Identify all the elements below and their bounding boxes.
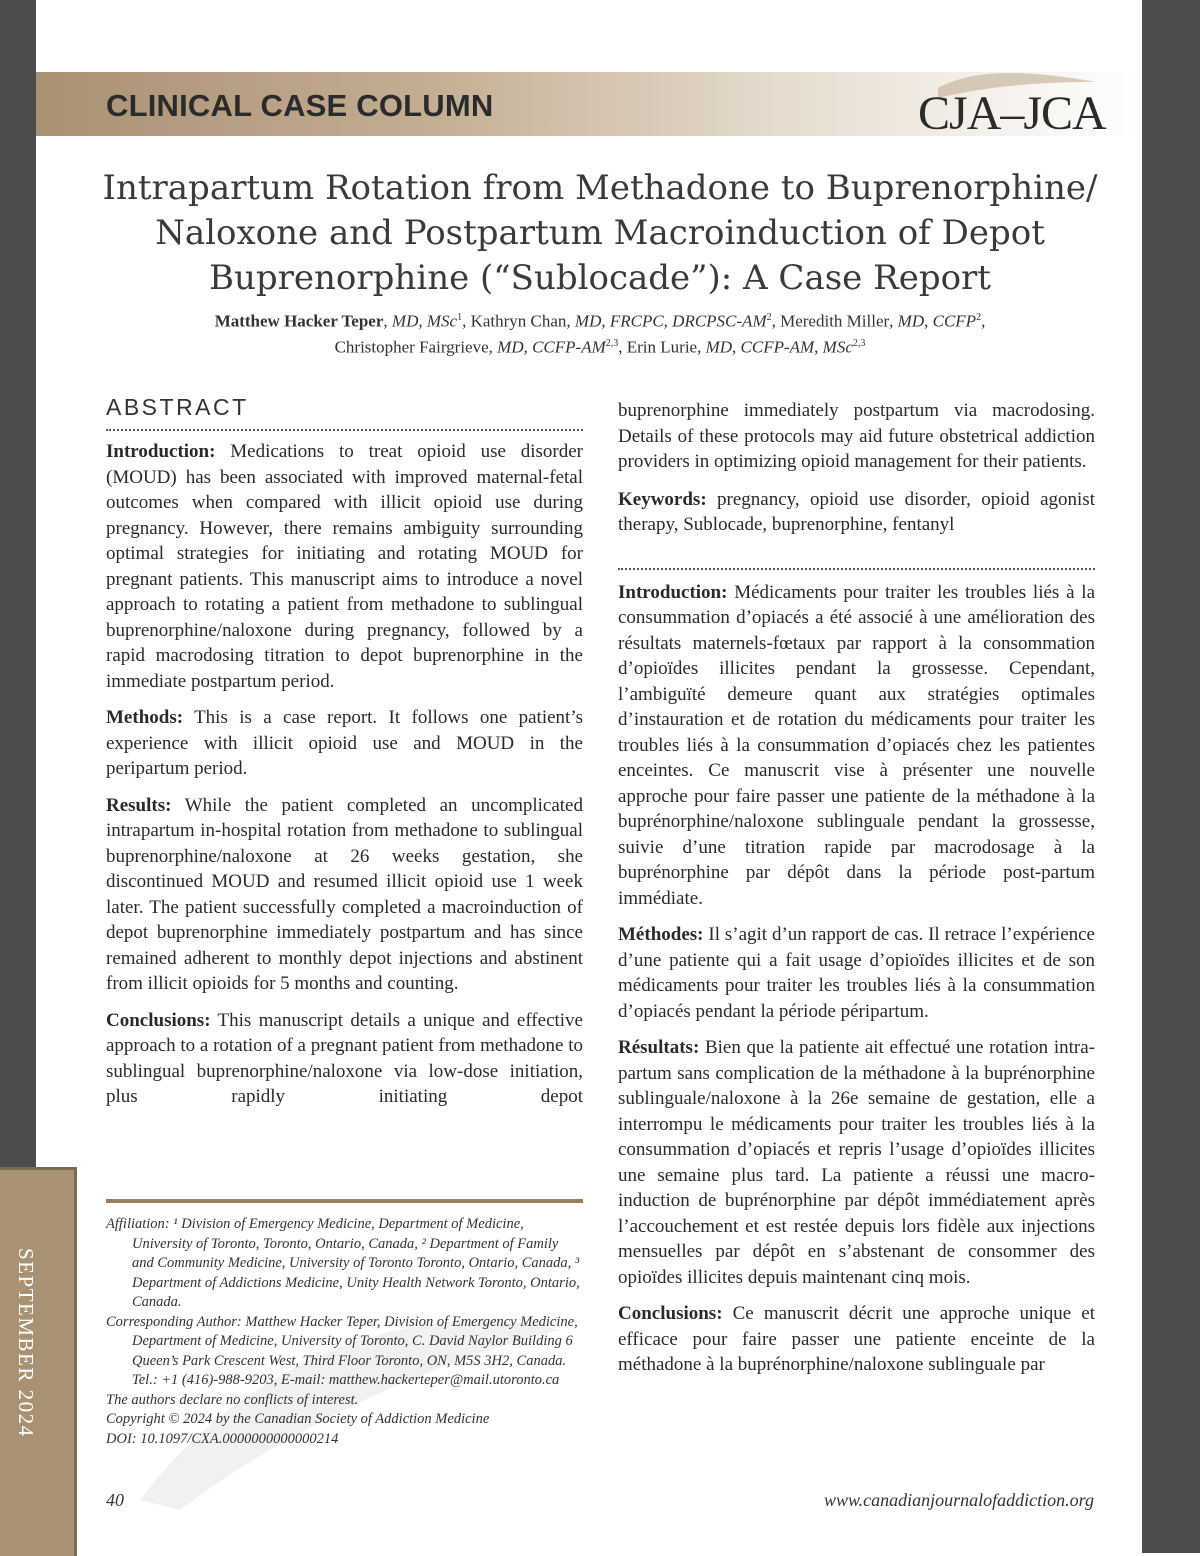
dotted-divider <box>106 429 583 431</box>
abstract-introduction: Introduction: Medications to treat opioid use disorder (MOUD) has been associated with improved maternal-fetal outcomes when compared with illicit opioid use during pregnancy. However, there remains ambiguity surrounding optimal strategies for initiating and rotating MOUD for pregnant patients. This manuscript aims to introduce a novel approach to rotating a patient from methadone to sublingual buprenorphine/naloxone during pregnancy, followed by a rapid macrodosing titration to depot buprenorphine in the immediate postpartum period. <box>106 441 583 692</box>
abstract-left-column <box>106 394 583 1121</box>
resume-results: Résultats: Bien que la patiente ait effectué une rotation intra-partum sans complication de la méthadone à la buprénorphine sublinguale/naloxone à la 26e semaine de gestation, elle a interrompu le médicaments pour traiter les troubles liés à la consummation d’opiacés et repris l’usage d’opioïdes illicites une semaine plus tard. La patiente a réussi une macro-induction de buprénorphine par dépôt immédiatement après l’accouchement et est restée depuis lors fidèle aux injections mensuelles par dépôt en s’abstenant de consommer des opioïdes illicites depuis maintenant cinq mois. <box>618 1037 1095 1288</box>
journal-logo <box>918 68 1106 146</box>
affiliation-text: Affiliation: ¹ Division of Emergency Medicine, Department of Medicine, University of Toronto, Toronto, Ontario, Canada, ² Department of Family and Community Medicine, University of Toronto Toronto, Ontario, Canada, ³ Department of Addictions Medicine, Unity Health Network Toronto, Ontario, Canada. <box>106 1216 580 1310</box>
abstract-conclusions-continued: buprenorphine immediately postpartum via macrodosing. Details of these protocols may aid future obstetrical addiction providers in optimizing opioid management for their patients. <box>618 400 1095 472</box>
author-line-2: Christopher Fairgrieve, MD, CCFP-AM$^{2,3}$, Erin Lurie, MD, CCFP-AM, MSc$^{2,3}$ <box>334 337 866 357</box>
affiliation-divider <box>106 1199 583 1203</box>
conflicts-statement: The authors declare no conflicts of interest. <box>106 1391 359 1408</box>
logo-text: CJA–JCA <box>918 87 1106 140</box>
author-line-1: Matthew Hacker Teper, MD, MSc$^1$, Kathryn Chan, MD, FRCPC, DRCPSC-$AM^2$, Meredith Miller, MD, CCFP$^2$, <box>214 311 986 331</box>
right-margin-bar <box>1142 0 1200 1553</box>
resume-introduction: Introduction: Médicaments pour traiter les troubles liés à la consummation d’opiacés a été associé à une amélioration des résultats maternels-fœtaux par rapport à la consommation d’opioïdes illicites pendant la grossesse. Cependant, l’ambiguïté demeure quant aux stratégies optimales d’instauration et de rotation du médicaments pour traiter les troubles liés à la consummation d’opiacés chez les patientes enceintes. Ce manuscrit vise à présenter une nouvelle approche pour faire passer une patiente de la méthadone à la buprénorphine/naloxone sublinguale pendant la grossesse, suivie d’une titration rapide par macrodosage à la buprénorphine par dépôt dans la période post-partum immédiate. <box>618 581 1095 909</box>
issue-date-tab <box>0 1167 77 1556</box>
abstract-keywords: Keywords: pregnancy, opioid use disorder, opioid agonist therapy, Sublocade, buprenorphine, fentanyl <box>618 488 1095 535</box>
abstract-right-column <box>618 398 1095 1389</box>
abstract-results: Results: While the patient completed an uncomplicated intrapartum in-hospital rotation from methadone to sublingual buprenorphine/naloxone at 26 weeks gestation, she discontinued MOUD and resumed illicit opioid use 1 week later. The patient successfully completed a macroinduction of depot buprenorphine immediately postpartum and has since remained adherent to monthly depot injections and abstinent from illicit opioids for 5 months and counting. <box>106 794 583 994</box>
author-list <box>100 307 1100 358</box>
dotted-divider-french <box>618 568 1095 570</box>
abstract-methods: Methods: This is a case report. It follows one patient’s experience with illicit opioid use and MOUD in the peripartum period. <box>106 707 583 779</box>
abstract-conclusions: Conclusions: This manuscript details a unique and effective approach to a rotation of a pregnant patient from methadone to sublingual buprenorphine/naloxone via low-dose initiation, plus rapidly initiating depot <box>106 1009 583 1107</box>
corresponding-author: Corresponding Author: Matthew Hacker Teper, Division of Emergency Medicine, Department of Medicine, University of Toronto, C. David Naylor Building 6 Queen’s Park Crescent West, Third Floor Toronto, ON, M5S 3H2, Canada. Tel.: +1 (416)-988-9203, E-mail: matthew.hackerteper@mail.utoronto.ca <box>106 1313 578 1388</box>
journal-website: www.canadianjournalofaddiction.org <box>823 1490 1094 1510</box>
affiliation-block <box>106 1215 583 1449</box>
article-title: Intrapartum Rotation from Methadone to Buprenorphine/ Naloxone and Postpartum Macroinduction of Depot Buprenorphine (“Sublocade”): A Case Report <box>102 168 1098 298</box>
doi-line: DOI: 10.1097/CXA.0000000000000214 <box>106 1430 339 1447</box>
resume-conclusions: Conclusions: Ce manuscrit décrit une approche unique et efficace pour faire passer une patiente enceinte de la méthadone à la buprénorphine/naloxone sublinguale par <box>618 1303 1095 1375</box>
abstract-heading: ABSTRACT <box>106 394 249 420</box>
issue-date: SEPTEMBER 2024 <box>14 1248 38 1438</box>
resume-methods: Méthodes: Il s’agit d’un rapport de cas. Il retrace l’expérience d’une patiente qui a fait usage d’opioïdes illicites et de son médicaments pour traiter les troubles liés à la consummation d’opiacés pendant la période péripartum. <box>618 924 1095 1022</box>
page-number: 40 <box>106 1490 124 1510</box>
copyright-line: Copyright © 2024 by the Canadian Society of Addiction Medicine <box>106 1411 490 1427</box>
column-title: CLINICAL CASE COLUMN <box>106 88 494 123</box>
